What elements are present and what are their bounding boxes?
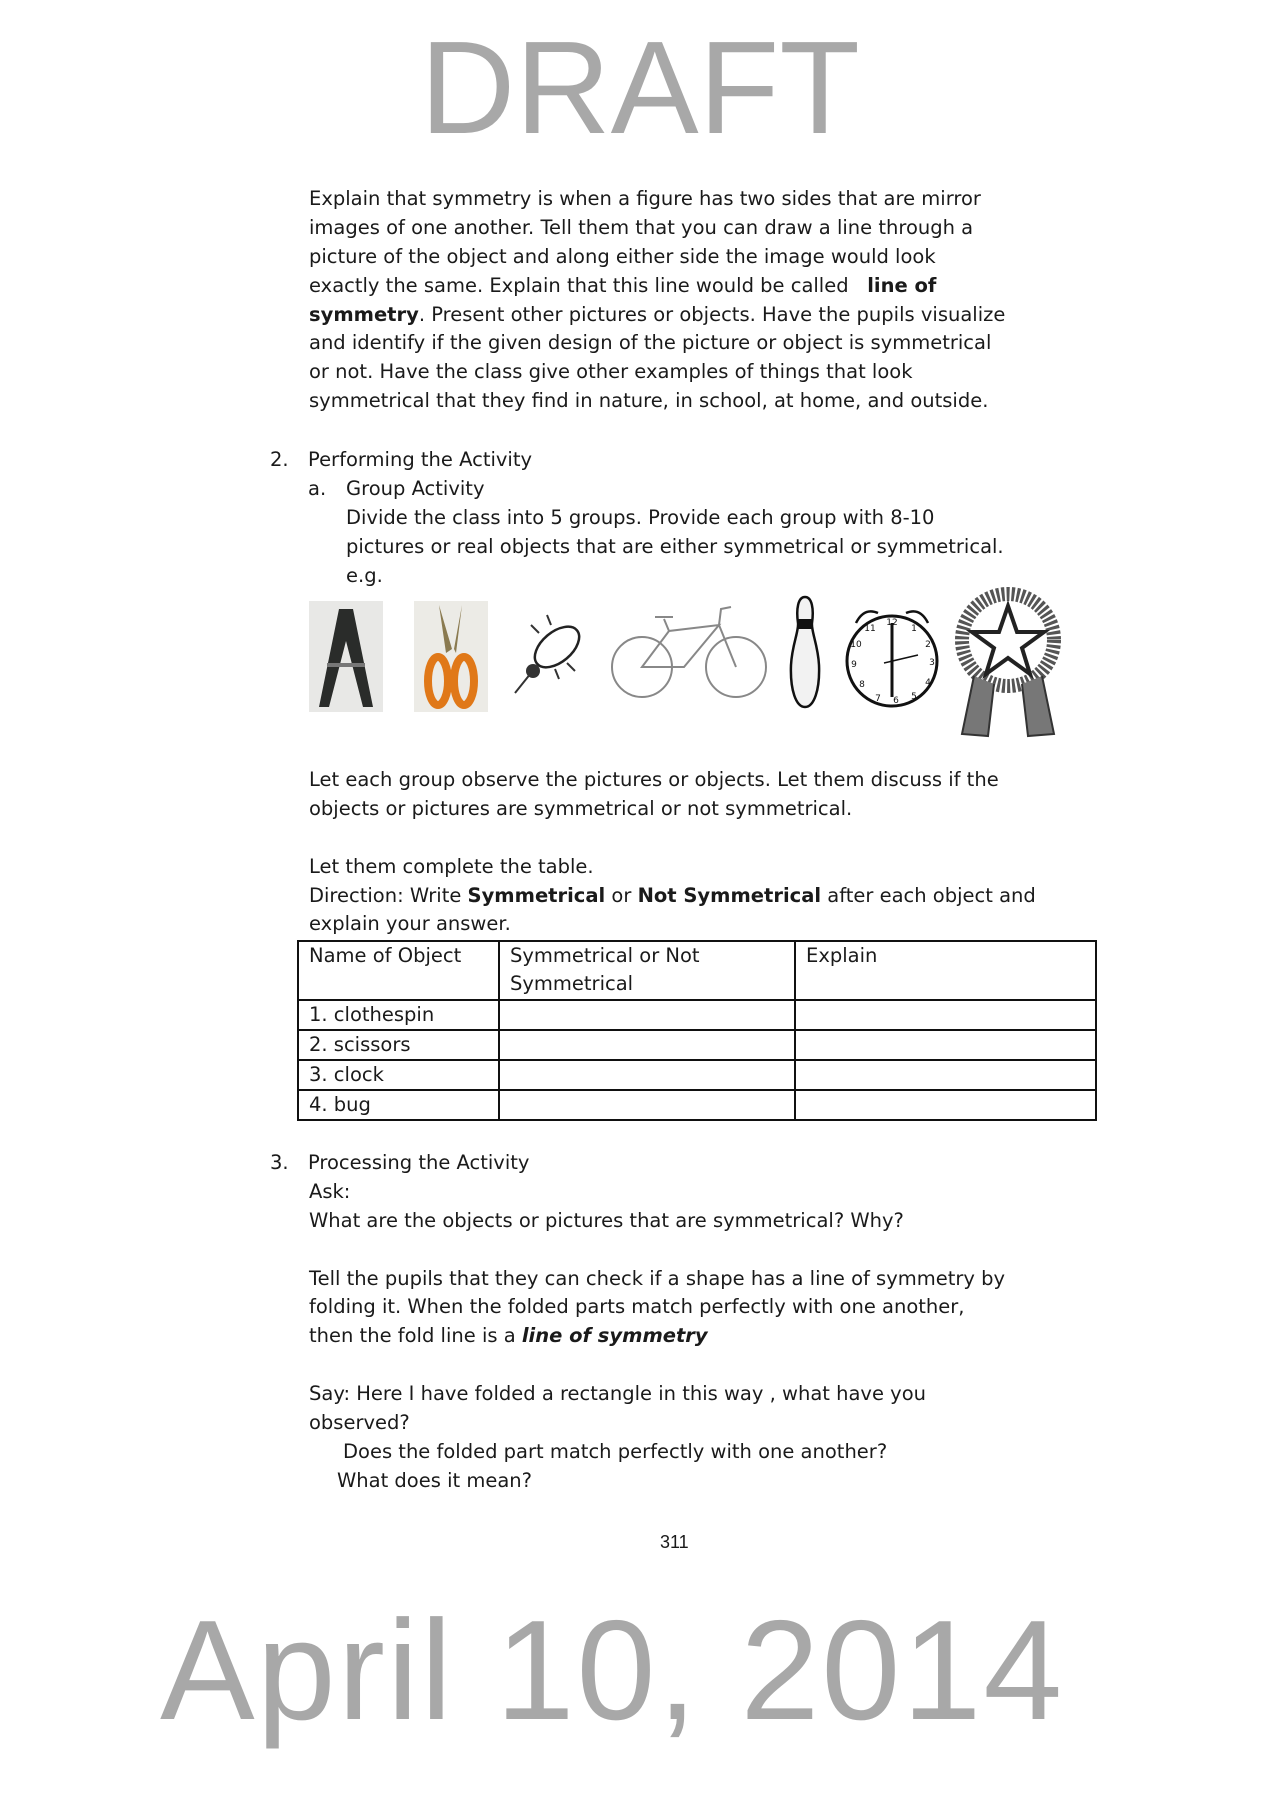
blank-line xyxy=(270,1236,1005,1265)
scissors-image xyxy=(414,601,488,712)
svg-text:5: 5 xyxy=(911,692,917,702)
object-name: 3. clock xyxy=(298,1060,499,1090)
term-line-of: line of xyxy=(867,273,937,297)
text-line: Divide the class into 5 groups. Provide each group with 8-10 xyxy=(346,505,935,529)
svg-text:2: 2 xyxy=(925,640,931,650)
section-number: 3. xyxy=(270,1151,289,1174)
text-line: Let each group observe the pictures or objects. Let them discuss if the xyxy=(309,768,999,791)
text-line: Tell the pupils that they can check if a shape has a line of symmetry by xyxy=(309,1266,1006,1290)
star-wreath-image xyxy=(954,584,1062,744)
table-row xyxy=(298,1090,1096,1120)
svg-text:10: 10 xyxy=(850,640,862,650)
text-line: images of one another. Tell them that you can draw a line through a xyxy=(309,215,974,239)
page-number: 311 xyxy=(660,1532,689,1552)
header-explain: Explain xyxy=(795,941,1096,1000)
clothespin-image xyxy=(309,601,383,712)
table-header-row xyxy=(298,941,1096,1000)
section-number: 2. xyxy=(270,448,289,471)
watermark-date: April 10, 2014 xyxy=(160,1591,1065,1750)
text-line: Ask: xyxy=(309,1179,351,1203)
text-line: e.g. xyxy=(346,563,383,587)
object-name: 4. bug xyxy=(298,1090,499,1120)
section-2 xyxy=(270,446,1004,590)
text-line: explain your answer. xyxy=(309,912,511,936)
direction-line xyxy=(309,882,1036,911)
text: exactly the same. Explain that this line would be called xyxy=(309,273,855,297)
svg-text:12: 12 xyxy=(886,618,898,628)
bug-image xyxy=(509,613,590,694)
svg-text:1: 1 xyxy=(911,624,917,634)
svg-text:6: 6 xyxy=(893,696,899,706)
text-line: observed? xyxy=(309,1411,410,1435)
text-line: or not. Have the class give other examples of things that look xyxy=(309,360,913,384)
sub-letter: a. xyxy=(308,476,327,500)
text-line: What does it mean? xyxy=(337,1468,533,1492)
text: . Present other pictures or objects. Have the pupils visualize xyxy=(418,302,1006,326)
term-symmetry: symmetry xyxy=(309,302,419,326)
text: Direction: Write xyxy=(309,883,468,907)
answer-cell[interactable] xyxy=(499,1030,795,1060)
text-line xyxy=(309,272,1005,301)
section-heading xyxy=(270,1149,1005,1178)
table-row xyxy=(298,1030,1096,1060)
object-name: 1. clothespin xyxy=(298,1000,499,1030)
bicycle-image xyxy=(609,601,769,701)
bowling-pin-image xyxy=(786,595,824,711)
heading-text: Performing the Activity xyxy=(308,448,533,471)
section-3 xyxy=(270,1149,1005,1496)
svg-text:7: 7 xyxy=(875,694,881,704)
answer-cell[interactable] xyxy=(499,1060,795,1090)
intro-paragraph xyxy=(309,185,1005,416)
text: then the fold line is a xyxy=(309,1324,522,1348)
sub-heading-text: Group Activity xyxy=(346,476,485,500)
explain-cell[interactable] xyxy=(795,1000,1096,1030)
heading-text: Processing the Activity xyxy=(308,1151,530,1174)
term-line-of-symmetry: line of symmetry xyxy=(521,1324,708,1348)
text-line xyxy=(270,1322,1005,1351)
text-line: folding it. When the folded parts match perfectly with one another, xyxy=(309,1295,965,1319)
text: or xyxy=(605,883,638,907)
explain-cell[interactable] xyxy=(795,1060,1096,1090)
text-line: objects or pictures are symmetrical or not symmetrical. xyxy=(309,796,853,820)
object-name: 2. scissors xyxy=(298,1030,499,1060)
text-line: What are the objects or pictures that are symmetrical? Why? xyxy=(309,1208,904,1232)
alarm-clock-image xyxy=(842,601,942,713)
svg-text:8: 8 xyxy=(859,680,865,690)
term-symmetrical: Symmetrical xyxy=(467,883,606,907)
term-not-symmetrical: Not Symmetrical xyxy=(637,883,822,907)
symmetry-table xyxy=(297,940,1097,1121)
text-line: Explain that symmetry is when a figure has two sides that are mirror xyxy=(309,187,981,210)
text-line: picture of the object and along either side the image would look xyxy=(309,244,936,268)
header-name-of-object: Name of Object xyxy=(298,941,499,1000)
answer-cell[interactable] xyxy=(499,1000,795,1030)
text-line: pictures or real objects that are either symmetrical or symmetrical. xyxy=(346,534,1004,558)
text-line: Say: Here I have folded a rectangle in this way , what have you xyxy=(309,1382,926,1406)
svg-text:4: 4 xyxy=(925,678,931,688)
text-line xyxy=(309,301,1005,330)
svg-text:9: 9 xyxy=(851,660,857,670)
sub-heading xyxy=(270,475,1004,504)
section-heading xyxy=(270,446,1004,475)
text-line: Does the folded part match perfectly with one another? xyxy=(343,1439,888,1463)
text-line: Let them complete the table. xyxy=(309,854,594,878)
text: after each object and xyxy=(821,883,1036,907)
svg-text:11: 11 xyxy=(864,624,876,634)
table-row xyxy=(298,1000,1096,1030)
text-line: and identify if the given design of the picture or object is symmetrical xyxy=(309,331,992,355)
svg-text:3: 3 xyxy=(929,658,935,668)
text-line: symmetrical that they find in nature, in school, at home, and outside. xyxy=(309,389,989,413)
header-symmetrical: Symmetrical or Not Symmetrical xyxy=(499,941,795,1000)
table-row xyxy=(298,1060,1096,1090)
blank-line xyxy=(309,824,1036,853)
explain-cell[interactable] xyxy=(795,1090,1096,1120)
explain-cell[interactable] xyxy=(795,1030,1096,1060)
answer-cell[interactable] xyxy=(499,1090,795,1120)
activity-instructions xyxy=(309,766,1036,939)
blank-line xyxy=(270,1351,1005,1380)
watermark-draft: DRAFT xyxy=(420,14,860,161)
